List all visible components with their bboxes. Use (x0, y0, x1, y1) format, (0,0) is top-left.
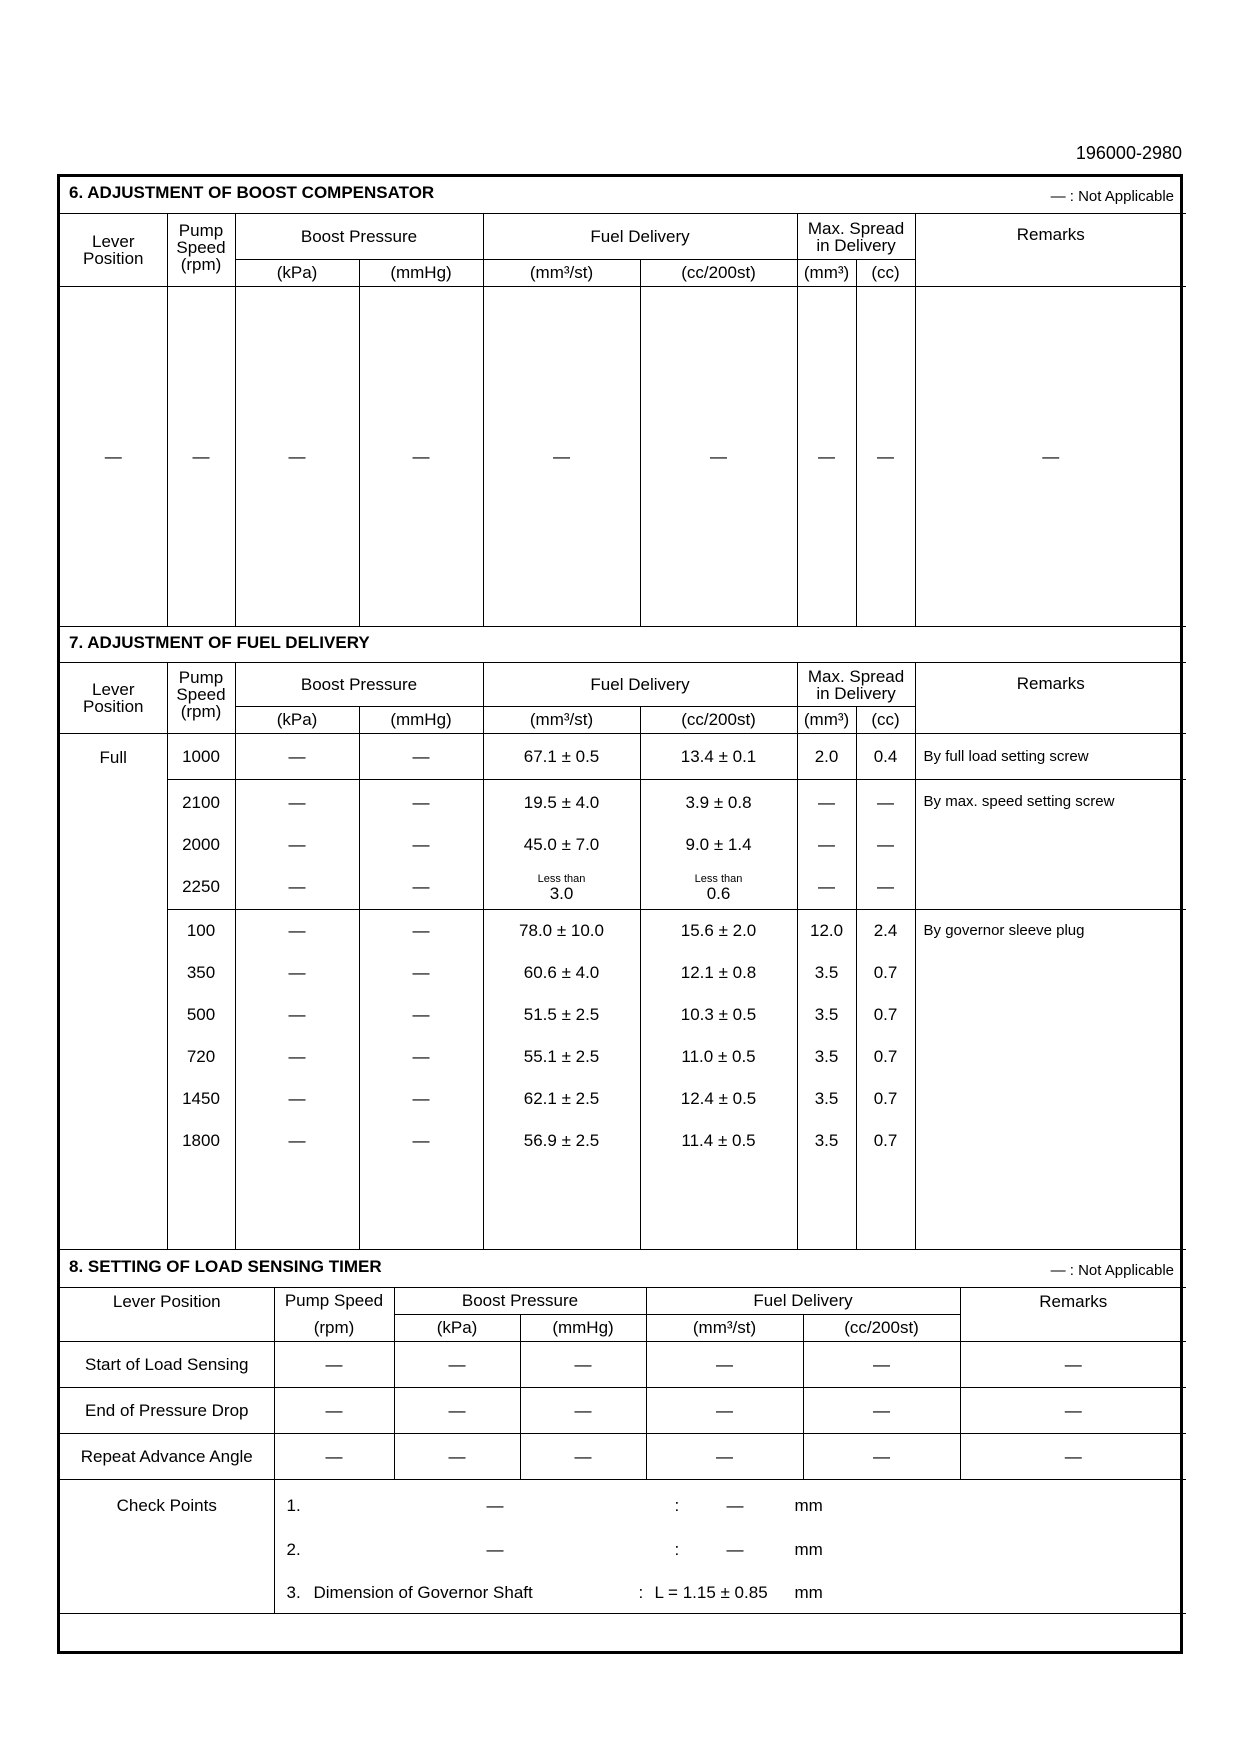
section-7 (60, 627, 1180, 1251)
header-remarks: Remarks (960, 1288, 1186, 1342)
table-row-group (60, 780, 1186, 910)
value-cell: — (520, 1388, 646, 1434)
header-cc: (cc) (856, 260, 915, 287)
value-cell: — (960, 1388, 1186, 1434)
speed-cell: 1000 (167, 734, 235, 780)
speed-value: 1800 (182, 1131, 220, 1150)
header-kpa: (kPa) (235, 707, 359, 734)
header-kpa: (kPa) (394, 1315, 520, 1342)
section-8 (60, 1251, 1180, 1651)
mmhg-value: — (412, 921, 430, 940)
spread-cc-value: 0.7 (873, 1047, 898, 1066)
speed-value: 2000 (182, 834, 220, 854)
s6-remarks: — (915, 287, 1186, 627)
cc-value: 11.4 ± 0.5 (681, 1131, 756, 1150)
value-cell: — (394, 1434, 520, 1480)
header-mmhg: (mmHg) (520, 1315, 646, 1342)
header-cc-200st: (cc/200st) (640, 707, 797, 734)
cp-num: 1. (286, 1496, 301, 1515)
check-points-content (274, 1480, 1186, 1614)
spread-mm3-value: 12.0 (809, 921, 844, 940)
boost-compensator-table (60, 213, 1186, 627)
spread-cc-value: 0.7 (873, 1005, 898, 1024)
mm3-value: 62.1 ± 2.5 (523, 1089, 600, 1108)
kpa-value: — (288, 792, 306, 812)
header-fuel-delivery: Fuel Delivery (483, 663, 797, 707)
cc-stack (640, 910, 797, 1250)
cc-value: 12.1 ± 0.8 (680, 963, 757, 982)
section-7-title: 7. ADJUSTMENT OF FUEL DELIVERY (69, 633, 370, 652)
less-than-prefix: Less than (537, 872, 586, 885)
cp-num: 2. (286, 1540, 301, 1559)
speed-value: 2250 (182, 876, 220, 896)
kpa-value: — (288, 1047, 306, 1066)
s6-mm3: — (483, 287, 640, 627)
header-rpm: (rpm) (274, 1315, 394, 1342)
table-row (60, 1388, 1186, 1434)
cp-sep: : (638, 1583, 644, 1602)
spread-mm3-stack (797, 780, 856, 910)
table-row-group (60, 910, 1186, 1250)
kpa-value: — (288, 921, 306, 940)
header-lever-position: Lever Position (60, 214, 167, 287)
mm3-value-less-than (484, 866, 640, 908)
header-fuel-delivery: Fuel Delivery (483, 214, 797, 260)
value-cell: — (274, 1434, 394, 1480)
speed-value: 500 (186, 1005, 216, 1024)
mm3-stack (483, 780, 640, 910)
check-points-label: Check Points (60, 1480, 274, 1614)
section-6-title: 6. ADJUSTMENT OF BOOST COMPENSATOR (69, 183, 435, 202)
spread-mm3-value: 3.5 (814, 1089, 839, 1108)
cc-value: 12.4 ± 0.5 (680, 1089, 757, 1108)
speed-value: 720 (186, 1047, 216, 1066)
spread-cc-value: — (877, 834, 895, 854)
cp-unit: mm (794, 1583, 823, 1602)
value-cell: — (394, 1388, 520, 1434)
header-mmhg: (mmHg) (359, 707, 483, 734)
kpa-value: — (288, 963, 306, 982)
mmhg-value: — (412, 834, 430, 854)
section-6 (60, 177, 1180, 627)
speed-stack (167, 910, 235, 1250)
cc-value: 0.6 (706, 883, 731, 903)
mm3-stack (483, 910, 640, 1250)
check-point-2 (287, 1540, 1167, 1562)
s6-lever: — (60, 287, 167, 627)
spread-mm3-value: — (818, 834, 836, 854)
mmhg-value: — (412, 1047, 430, 1066)
remark-cell: By governor sleeve plug (915, 910, 1186, 1250)
cp-item: — (486, 1540, 504, 1559)
spec-sheet-frame (57, 174, 1183, 1654)
mmhg-cell: — (359, 734, 483, 780)
spread-cc-value: 0.7 (873, 1089, 898, 1108)
speed-value: 350 (186, 963, 216, 982)
cc-stack (640, 780, 797, 910)
header-boost-pressure: Boost Pressure (235, 214, 483, 260)
spread-mm3-value: — (818, 792, 836, 812)
value-cell: — (646, 1434, 803, 1480)
value-cell: — (520, 1434, 646, 1480)
value-cell: — (960, 1342, 1186, 1388)
cp-unit: mm (794, 1496, 823, 1515)
header-boost-pressure: Boost Pressure (235, 663, 483, 707)
cp-value: — (726, 1540, 744, 1559)
mm3-value: 51.5 ± 2.5 (523, 1005, 600, 1024)
value-cell: — (394, 1342, 520, 1388)
table-row (60, 734, 1186, 780)
not-applicable-legend: — : Not Applicable (1050, 188, 1174, 205)
s6-spread-cc: — (856, 287, 915, 627)
spread-mm3-cell: 2.0 (797, 734, 856, 780)
s6-kpa: — (235, 287, 359, 627)
header-mm3-st: (mm³/st) (483, 707, 640, 734)
header-max-spread: Max. Spread in Delivery (797, 663, 915, 707)
mmhg-value: — (412, 1089, 430, 1108)
table-row (60, 1434, 1186, 1480)
mmhg-value: — (412, 792, 430, 812)
header-pump-speed (167, 663, 235, 734)
s6-mmhg: — (359, 287, 483, 627)
kpa-value: — (288, 1131, 306, 1150)
spread-cc-value: — (877, 792, 895, 812)
mmhg-value: — (412, 1005, 430, 1024)
table-row (60, 1342, 1186, 1388)
cc-value: 3.9 ± 0.8 (685, 792, 752, 812)
cp-num: 3. (286, 1583, 301, 1602)
cc-value: 9.0 ± 1.4 (685, 834, 752, 854)
header-pump-speed-label: Pump Speed (176, 668, 226, 704)
value-cell: — (520, 1342, 646, 1388)
kpa-cell: — (235, 734, 359, 780)
cc-value-less-than (641, 866, 797, 908)
spread-mm3-value: 3.5 (814, 1047, 839, 1066)
spread-mm3-value: — (818, 876, 836, 896)
cc-value: 10.3 ± 0.5 (680, 1005, 757, 1024)
header-lever-position: Lever Position (60, 1288, 274, 1342)
cp-unit: mm (794, 1540, 823, 1559)
mmhg-value: — (412, 876, 430, 896)
cp-item: Dimension of Governor Shaft (313, 1583, 533, 1602)
mm3-value: 55.1 ± 2.5 (523, 1047, 600, 1066)
row-label: Repeat Advance Angle (60, 1434, 274, 1480)
check-point-1 (287, 1496, 1167, 1518)
mm3-value: 56.9 ± 2.5 (523, 1131, 600, 1150)
value-cell: — (274, 1342, 394, 1388)
blank-row (60, 1614, 1186, 1656)
kpa-stack (235, 910, 359, 1250)
header-mm3-st: (mm³/st) (483, 260, 640, 287)
value-cell: — (274, 1388, 394, 1434)
check-points-row (60, 1480, 1186, 1614)
s6-speed: — (167, 287, 235, 627)
header-rpm: (rpm) (180, 702, 222, 721)
cp-value: L = 1.15 ± 0.85 (654, 1583, 768, 1602)
header-max-spread: Max. Spread in Delivery (797, 214, 915, 260)
value-cell: — (803, 1388, 960, 1434)
header-remarks: Remarks (915, 214, 1186, 287)
spread-mm3-value: 3.5 (814, 1131, 839, 1150)
header-mm3: (mm³) (797, 707, 856, 734)
header-lever-position: Lever Position (60, 663, 167, 734)
kpa-value: — (288, 1005, 306, 1024)
header-cc-200st: (cc/200st) (640, 260, 797, 287)
header-pump-speed: Pump Speed (274, 1288, 394, 1315)
mm3-value: 78.0 ± 10.0 (519, 921, 604, 940)
spread-cc-stack (856, 910, 915, 1250)
blank-cell (60, 1614, 1186, 1656)
s6-spread-mm3: — (797, 287, 856, 627)
value-cell: — (803, 1342, 960, 1388)
check-point-3 (287, 1583, 1167, 1605)
lever-full: Full (60, 734, 167, 1250)
value-cell: — (646, 1388, 803, 1434)
spread-mm3-value: 3.5 (814, 1005, 839, 1024)
document-number: 196000-2980 (1075, 143, 1182, 163)
kpa-stack (235, 780, 359, 910)
section-8-title: 8. SETTING OF LOAD SENSING TIMER (69, 1257, 382, 1276)
cc-cell: 13.4 ± 0.1 (640, 734, 797, 780)
mm3-value: 60.6 ± 4.0 (523, 963, 600, 982)
header-rpm: (rpm) (180, 255, 222, 274)
cc-value: 11.0 ± 0.5 (681, 1047, 756, 1066)
spread-cc-value: 0.7 (873, 1131, 898, 1150)
remark-cell: By full load setting screw (915, 734, 1186, 780)
speed-value: 2100 (182, 792, 220, 812)
fuel-delivery-table (60, 662, 1186, 1250)
cp-value: — (726, 1496, 744, 1515)
header-kpa: (kPa) (235, 260, 359, 287)
header-mmhg: (mmHg) (359, 260, 483, 287)
header-pump-speed (167, 214, 235, 287)
mm3-cell: 67.1 ± 0.5 (483, 734, 640, 780)
value-cell: — (960, 1434, 1186, 1480)
mm3-value: 45.0 ± 7.0 (523, 834, 600, 854)
value-cell: — (803, 1434, 960, 1480)
header-remarks: Remarks (915, 663, 1186, 734)
header-mm3-st: (mm³/st) (646, 1315, 803, 1342)
spread-cc-value: 2.4 (873, 921, 898, 940)
header-boost-pressure: Boost Pressure (394, 1288, 646, 1315)
header-pump-speed-label: Pump Speed (176, 221, 226, 257)
mm3-value: 19.5 ± 4.0 (523, 792, 600, 812)
speed-value: 1450 (182, 1089, 220, 1108)
less-than-prefix: Less than (694, 872, 743, 885)
kpa-value: — (288, 876, 306, 896)
cp-sep: : (674, 1540, 680, 1559)
cp-item: — (486, 1496, 504, 1515)
spread-cc-cell: 0.4 (856, 734, 915, 780)
mmhg-value: — (412, 963, 430, 982)
cc-value: 15.6 ± 2.0 (680, 921, 757, 940)
spread-cc-stack (856, 780, 915, 910)
speed-value: 100 (186, 921, 216, 940)
mm3-value: 3.0 (549, 883, 574, 903)
not-applicable-legend: — : Not Applicable (1050, 1262, 1174, 1279)
kpa-value: — (288, 1089, 306, 1108)
spread-mm3-stack (797, 910, 856, 1250)
row-label: End of Pressure Drop (60, 1388, 274, 1434)
header-cc: (cc) (856, 707, 915, 734)
value-cell: — (646, 1342, 803, 1388)
speed-stack (167, 780, 235, 910)
row-label: Start of Load Sensing (60, 1342, 274, 1388)
mmhg-stack (359, 910, 483, 1250)
spread-mm3-value: 3.5 (814, 963, 839, 982)
mmhg-value: — (412, 1131, 430, 1150)
cp-sep: : (674, 1496, 680, 1515)
remark-cell: By max. speed setting screw (915, 780, 1186, 910)
s6-cc: — (640, 287, 797, 627)
spread-cc-value: — (877, 876, 895, 896)
load-sensing-timer-table (60, 1287, 1186, 1656)
header-fuel-delivery: Fuel Delivery (646, 1288, 960, 1315)
header-mm3: (mm³) (797, 260, 856, 287)
spread-cc-value: 0.7 (873, 963, 898, 982)
kpa-value: — (288, 834, 306, 854)
header-cc-200st: (cc/200st) (803, 1315, 960, 1342)
mmhg-stack (359, 780, 483, 910)
